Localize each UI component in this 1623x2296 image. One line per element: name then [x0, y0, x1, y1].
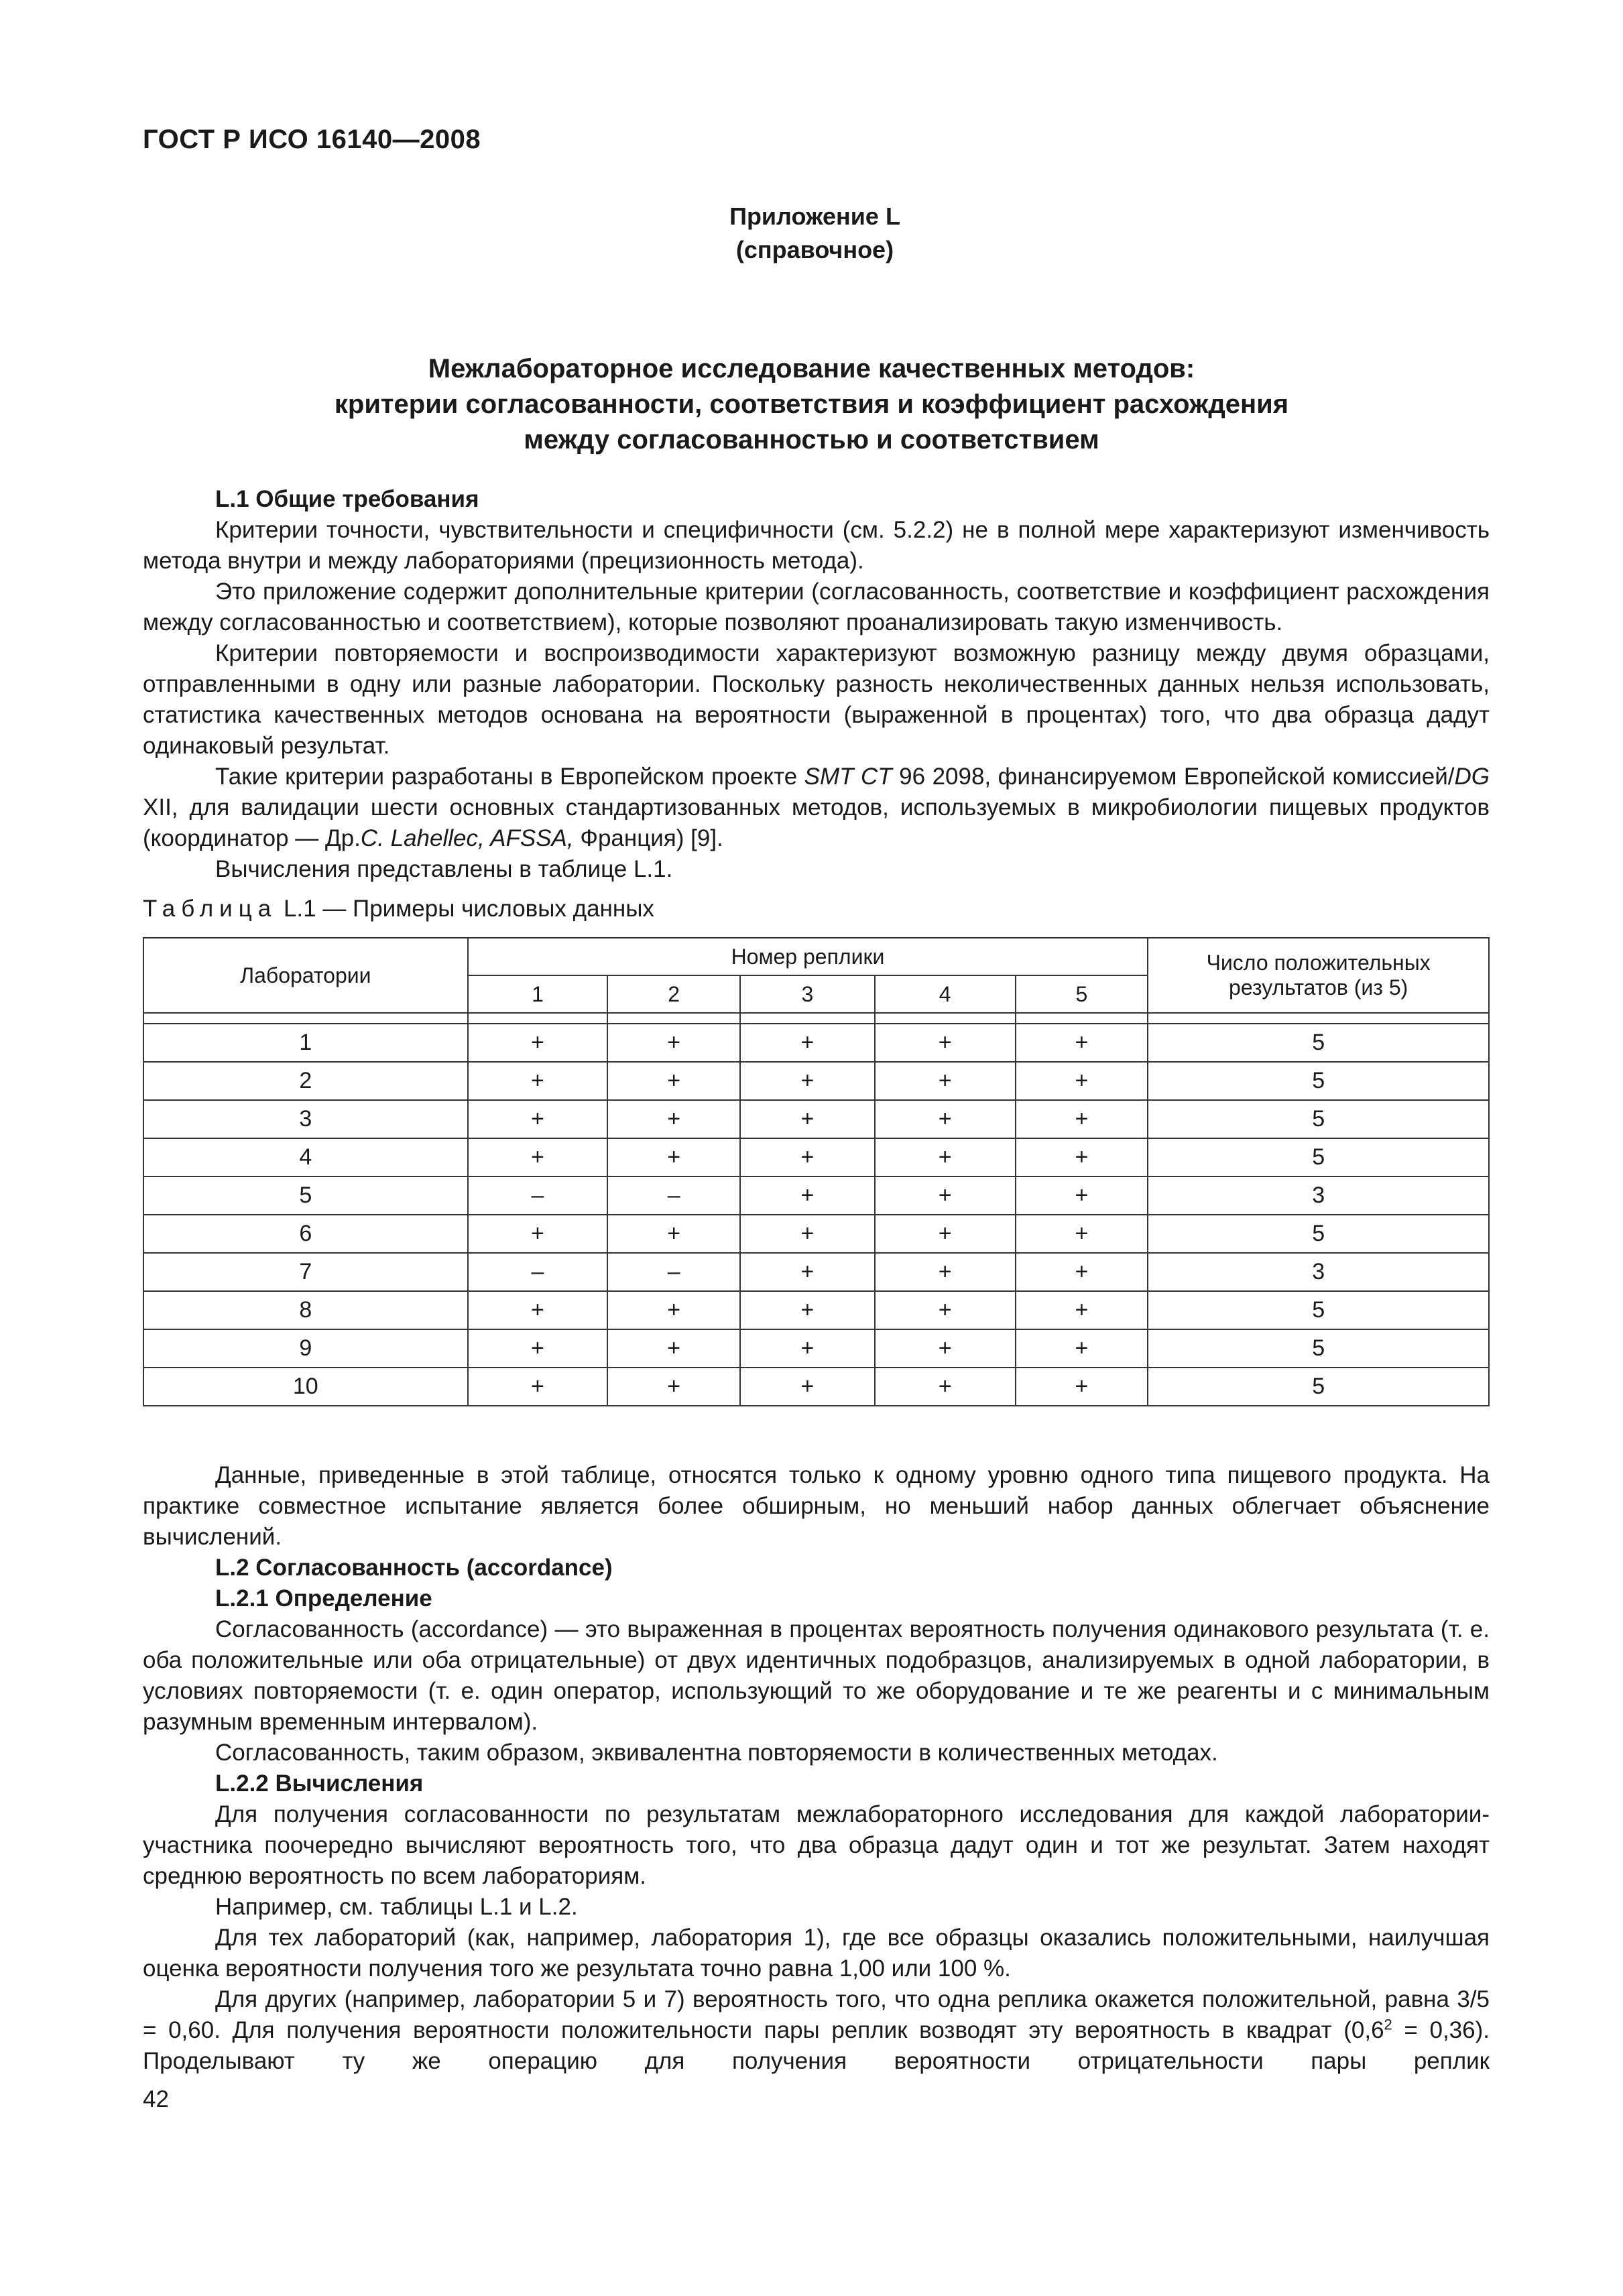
section-l2	[143, 1460, 1490, 2077]
paragraph: Это приложение содержит дополнительные критерии (согласованность, соответствие и коэффициент расхождения между согласованностью и соответствием), которые позволяют проанализировать такую изменчивость.	[143, 579, 1490, 636]
lab-number: 1	[143, 1024, 468, 1062]
paragraph: Критерии повторяемости и воспроизводимости характеризуют возможную разницу между двумя образцами, отправленными в одну или разные лаборатории. Поскольку разность неколичественных данных нельзя использовать, статистика качественных методов основана на вероятности (выраженной в процентах) того, что два образца дадут одинаковый результат.	[143, 640, 1490, 759]
replica-result: –	[607, 1176, 740, 1215]
replica-result: +	[1016, 1291, 1148, 1329]
replica-result: +	[1016, 1329, 1148, 1368]
lab-number: 9	[143, 1329, 468, 1368]
text-run: XII, для валидации шести основных стандартизованных методов, используемых в микробиологии пищевых продуктов (координатор — Др.	[143, 794, 1490, 851]
positive-count: 5	[1148, 1024, 1489, 1062]
subsection-heading: L.2.2 Вычисления	[215, 1770, 424, 1797]
text-run: = 0,36). Проделывают ту же операцию для получения вероятности отрицательности пары реплик	[143, 2017, 1490, 2074]
caption-text: L.1 — Примеры числовых данных	[277, 896, 654, 922]
paragraph	[143, 1984, 1490, 2077]
text-run: Франция) [9].	[573, 825, 723, 851]
replica-result: +	[607, 1291, 740, 1329]
replica-result: +	[1016, 1062, 1148, 1100]
header-text: Число положительных	[1206, 951, 1431, 975]
replica-result: +	[740, 1329, 875, 1368]
replica-result: –	[468, 1176, 608, 1215]
header-positive-count	[1148, 938, 1489, 1013]
positive-count: 3	[1148, 1253, 1489, 1291]
replica-result: +	[468, 1368, 608, 1406]
replica-result: –	[468, 1253, 608, 1291]
header-replica-2: 2	[607, 975, 740, 1013]
replica-result: +	[740, 1291, 875, 1329]
table-row	[143, 1176, 1489, 1215]
replica-result: +	[740, 1368, 875, 1406]
paragraph: Для получения согласованности по результатам межлабораторного исследования для каждой лаборатории-участника поочередно вычисляют вероятность того, что два образца дадут один и тот же результат. Затем находят среднюю вероятность по всем лабораториям.	[143, 1801, 1490, 1889]
caption-prefix: Таблица	[143, 896, 278, 922]
positive-count: 5	[1148, 1062, 1489, 1100]
table-row	[143, 1138, 1489, 1176]
title-line-2: критерии согласованности, соответствия и коэффициент расхождения	[334, 389, 1289, 419]
replica-result: +	[1016, 1368, 1148, 1406]
replica-result: +	[740, 1253, 875, 1291]
replica-result: –	[607, 1253, 740, 1291]
text-run: 96 2098, финансируемом Европейской комиссией/	[892, 764, 1455, 790]
header-replica-number: Номер реплики	[468, 938, 1148, 975]
replica-result: +	[468, 1100, 608, 1138]
replica-result: +	[875, 1062, 1016, 1100]
replica-result: +	[875, 1176, 1016, 1215]
text-run-italic: DG	[1454, 764, 1490, 790]
lab-number: 5	[143, 1176, 468, 1215]
positive-count: 3	[1148, 1176, 1489, 1215]
positive-count: 5	[1148, 1100, 1489, 1138]
text-run: Для других (например, лаборатории 5 и 7) вероятность того, что одна реплика окажется положительной, равна 3/5 = 0,60. Для получения вероятности положительности пары реплик возводят эту вероятность в квадрат (0,6	[143, 1986, 1490, 2043]
header-text: результатов (из 5)	[1229, 975, 1408, 1000]
table-row	[143, 1253, 1489, 1291]
replica-result: +	[875, 1024, 1016, 1062]
paragraph	[143, 762, 1490, 854]
replica-result: +	[875, 1291, 1016, 1329]
replica-result: +	[875, 1253, 1016, 1291]
text-run-italic: C. Lahellec, AFSSA,	[360, 825, 574, 851]
replica-result: +	[468, 1024, 608, 1062]
replica-result: +	[875, 1368, 1016, 1406]
replica-result: +	[607, 1100, 740, 1138]
replica-result: +	[607, 1024, 740, 1062]
appendix-title: Приложение L	[729, 202, 900, 230]
header-replica-3: 3	[740, 975, 875, 1013]
section-heading: L.1 Общие требования	[215, 486, 479, 512]
subsection-heading: L.2.1 Определение	[215, 1585, 432, 1612]
lab-number: 3	[143, 1100, 468, 1138]
lab-number: 2	[143, 1062, 468, 1100]
table-row	[143, 1215, 1489, 1253]
paragraph: Критерии точности, чувствительности и специфичности (см. 5.2.2) не в полной мере характеризуют изменчивость метода внутри и между лабораториями (прецизионность метода).	[143, 517, 1490, 574]
lab-number: 6	[143, 1215, 468, 1253]
replica-result: +	[875, 1138, 1016, 1176]
title-line-3: между согласованностью и соответствием	[524, 425, 1099, 455]
section-heading: L.2 Согласованность (accordance)	[215, 1555, 613, 1581]
replica-result: +	[468, 1215, 608, 1253]
replica-result: +	[1016, 1215, 1148, 1253]
paragraph: Вычисления представлены в таблице L.1.	[215, 856, 673, 882]
header-replica-4: 4	[875, 975, 1016, 1013]
positive-count: 5	[1148, 1215, 1489, 1253]
replica-result: +	[607, 1368, 740, 1406]
paragraph: Например, см. таблицы L.1 и L.2.	[215, 1894, 578, 1920]
table-caption	[143, 896, 654, 922]
replica-result: +	[468, 1329, 608, 1368]
header-replica-1: 1	[468, 975, 608, 1013]
paragraph: Для тех лабораторий (как, например, лаборатория 1), где все образцы оказались положительными, наилучшая оценка вероятности получения того же результата точно равна 1,00 или 100 %.	[143, 1925, 1490, 1982]
replica-result: +	[1016, 1253, 1148, 1291]
document-header: ГОСТ Р ИСО 16140—2008	[143, 125, 481, 154]
replica-result: +	[875, 1329, 1016, 1368]
replica-result: +	[607, 1062, 740, 1100]
replica-result: +	[468, 1138, 608, 1176]
replica-result: +	[740, 1215, 875, 1253]
replica-result: +	[740, 1062, 875, 1100]
positive-count: 5	[1148, 1368, 1489, 1406]
table-row	[143, 1024, 1489, 1062]
replica-result: +	[468, 1062, 608, 1100]
replica-result: +	[875, 1215, 1016, 1253]
appendix-type: (справочное)	[735, 236, 894, 263]
lab-number: 10	[143, 1368, 468, 1406]
replica-result: +	[740, 1138, 875, 1176]
positive-count: 5	[1148, 1329, 1489, 1368]
header-laboratories: Лаборатории	[143, 938, 468, 1013]
text-run: Такие критерии разработаны в Европейском проекте	[215, 764, 804, 790]
replica-result: +	[607, 1215, 740, 1253]
text-run-italic: SMT CT	[804, 764, 892, 790]
replica-result: +	[1016, 1138, 1148, 1176]
replica-result: +	[607, 1329, 740, 1368]
data-table	[143, 937, 1490, 1406]
header-replica-5: 5	[1016, 975, 1148, 1013]
lab-number: 7	[143, 1253, 468, 1291]
replica-result: +	[740, 1176, 875, 1215]
replica-result: +	[875, 1100, 1016, 1138]
positive-count: 5	[1148, 1138, 1489, 1176]
replica-result: +	[740, 1024, 875, 1062]
replica-result: +	[468, 1291, 608, 1329]
replica-result: +	[1016, 1100, 1148, 1138]
table-row	[143, 1291, 1489, 1329]
appendix-label	[0, 200, 1623, 267]
paragraph: Согласованность (accordance) — это выраженная в процентах вероятность получения одинакового результата (т. е. оба положительные или оба отрицательные) от двух идентичных подобразцов, анализируемых в одной лаборатории, в условиях повторяемости (т. е. один оператор, использующий то же оборудование и те же реагенты и с минимальным разумным временным интервалом).	[143, 1616, 1490, 1735]
title-line-1: Межлабораторное исследование качественных методов:	[428, 354, 1195, 383]
appendix-heading	[201, 351, 1422, 458]
table-row	[143, 1100, 1489, 1138]
superscript: 2	[1384, 2016, 1392, 2033]
table-row	[143, 1368, 1489, 1406]
replica-result: +	[1016, 1024, 1148, 1062]
table-row	[143, 1062, 1489, 1100]
replica-result: +	[1016, 1176, 1148, 1215]
lab-number: 4	[143, 1138, 468, 1176]
positive-count: 5	[1148, 1291, 1489, 1329]
lab-number: 8	[143, 1291, 468, 1329]
replica-result: +	[740, 1100, 875, 1138]
table-row	[143, 1329, 1489, 1368]
page-number: 42	[143, 2086, 169, 2112]
paragraph: Согласованность, таким образом, эквивалентна повторяемости в количественных методах.	[215, 1740, 1218, 1766]
paragraph: Данные, приведенные в этой таблице, относятся только к одному уровню одного типа пищевого продукта. На практике совместное испытание является более обширным, но меньший набор данных облегчает объяснение вычислений.	[143, 1462, 1490, 1550]
replica-result: +	[607, 1138, 740, 1176]
section-l1	[143, 484, 1490, 885]
